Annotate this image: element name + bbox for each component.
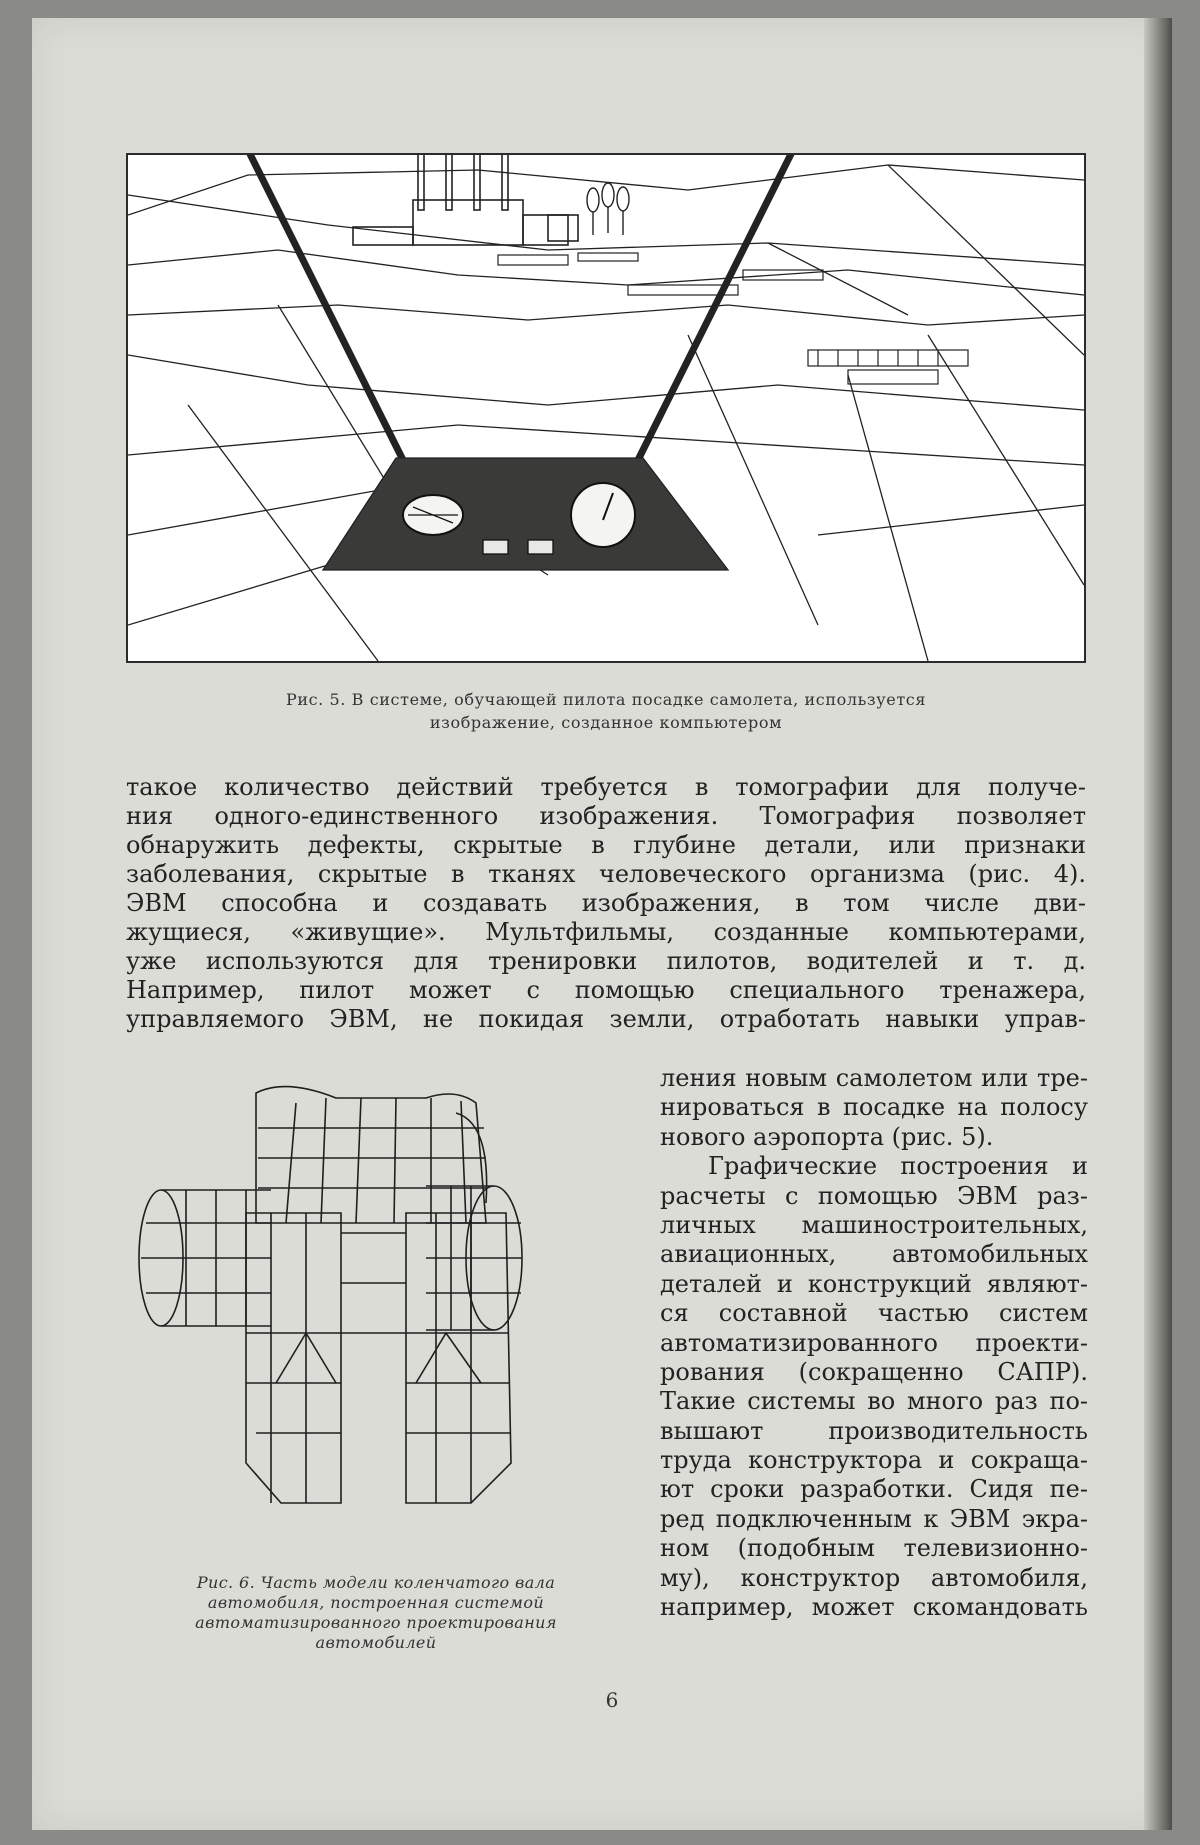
text-line: нироваться в посадке на полосу: [660, 1093, 1088, 1122]
text-line: ред подключенным к ЭВМ экра-: [660, 1504, 1088, 1533]
figure-6-caption-line-1: Рис. 6. Часть модели коленчатого вала: [196, 1573, 556, 1592]
body-text-full-width: [126, 773, 1086, 1034]
text-line: заболевания, скрытые в тканях человеческого организма (рис. 4).: [126, 860, 1086, 888]
figure-5-caption-line-2: изображение, созданное компьютером: [429, 713, 783, 732]
book-page: [32, 18, 1172, 1830]
text-line: ся составной частью систем: [660, 1299, 1088, 1328]
body-text-right-column: [660, 1064, 1088, 1622]
page-number: 6: [605, 1688, 619, 1712]
text-line: автоматизированного проекти-: [660, 1328, 1088, 1357]
text-line: нового аэропорта (рис. 5).: [660, 1122, 994, 1151]
text-line: расчеты с помощью ЭВМ раз-: [660, 1181, 1088, 1210]
text-line: рования (сокращенно САПР).: [660, 1357, 1088, 1386]
text-line: авиационных, автомобильных: [660, 1240, 1088, 1269]
text-line: личных машиностроительных,: [660, 1210, 1088, 1239]
text-line: ления новым самолетом или тре-: [660, 1064, 1088, 1092]
figure-5-caption: [126, 688, 1086, 734]
text-line: вышают производительность: [660, 1416, 1088, 1445]
text-line: Графические построения и: [708, 1152, 1088, 1181]
text-line: ЭВМ способна и создавать изображения, в том числе дви-: [126, 889, 1086, 917]
text-line: ют сроки разработки. Сидя пе-: [660, 1475, 1088, 1504]
text-line: Такие системы во много раз по-: [660, 1387, 1088, 1416]
figure-5-cockpit-illustration: [126, 153, 1086, 663]
text-line: жущиеся, «живущие». Мультфильмы, созданные компьютерами,: [126, 918, 1086, 946]
text-line: ном (подобным телевизионно-: [660, 1534, 1088, 1563]
figure-6-caption-line-4: автомобилей: [315, 1633, 437, 1652]
figure-6-caption-line-2: автомобиля, построенная системой: [207, 1593, 545, 1612]
figure-5-caption-line-1: Рис. 5. В системе, обучающей пилота посадке самолета, используется: [285, 690, 927, 709]
figure-6-caption: [126, 1573, 626, 1653]
text-line: управляемого ЭВМ, не покидая земли, отработать навыки управ-: [126, 1005, 1086, 1033]
text-line: ния одного-единственного изображения. Томография позволяет: [126, 802, 1086, 830]
text-line: такое количество действий требуется в томографии для получе-: [126, 773, 1086, 801]
text-line: обнаружить дефекты, скрытые в глубине детали, или признаки: [126, 831, 1086, 859]
text-line: например, может скомандовать: [660, 1593, 1088, 1622]
figure-6-crankshaft-wireframe: [126, 1083, 626, 1553]
text-line: му), конструктор автомобиля,: [660, 1563, 1088, 1592]
text-line: деталей и конструкций являют-: [660, 1269, 1088, 1298]
text-line: уже используются для тренировки пилотов, водителей и т. д.: [126, 947, 1086, 975]
text-line: труда конструктора и сокраща-: [660, 1446, 1088, 1475]
page-edge-shadow: [1144, 18, 1172, 1830]
figure-6-caption-line-3: автоматизированного проектирования: [195, 1613, 557, 1632]
text-line: Например, пилот может с помощью специального тренажера,: [126, 976, 1086, 1004]
